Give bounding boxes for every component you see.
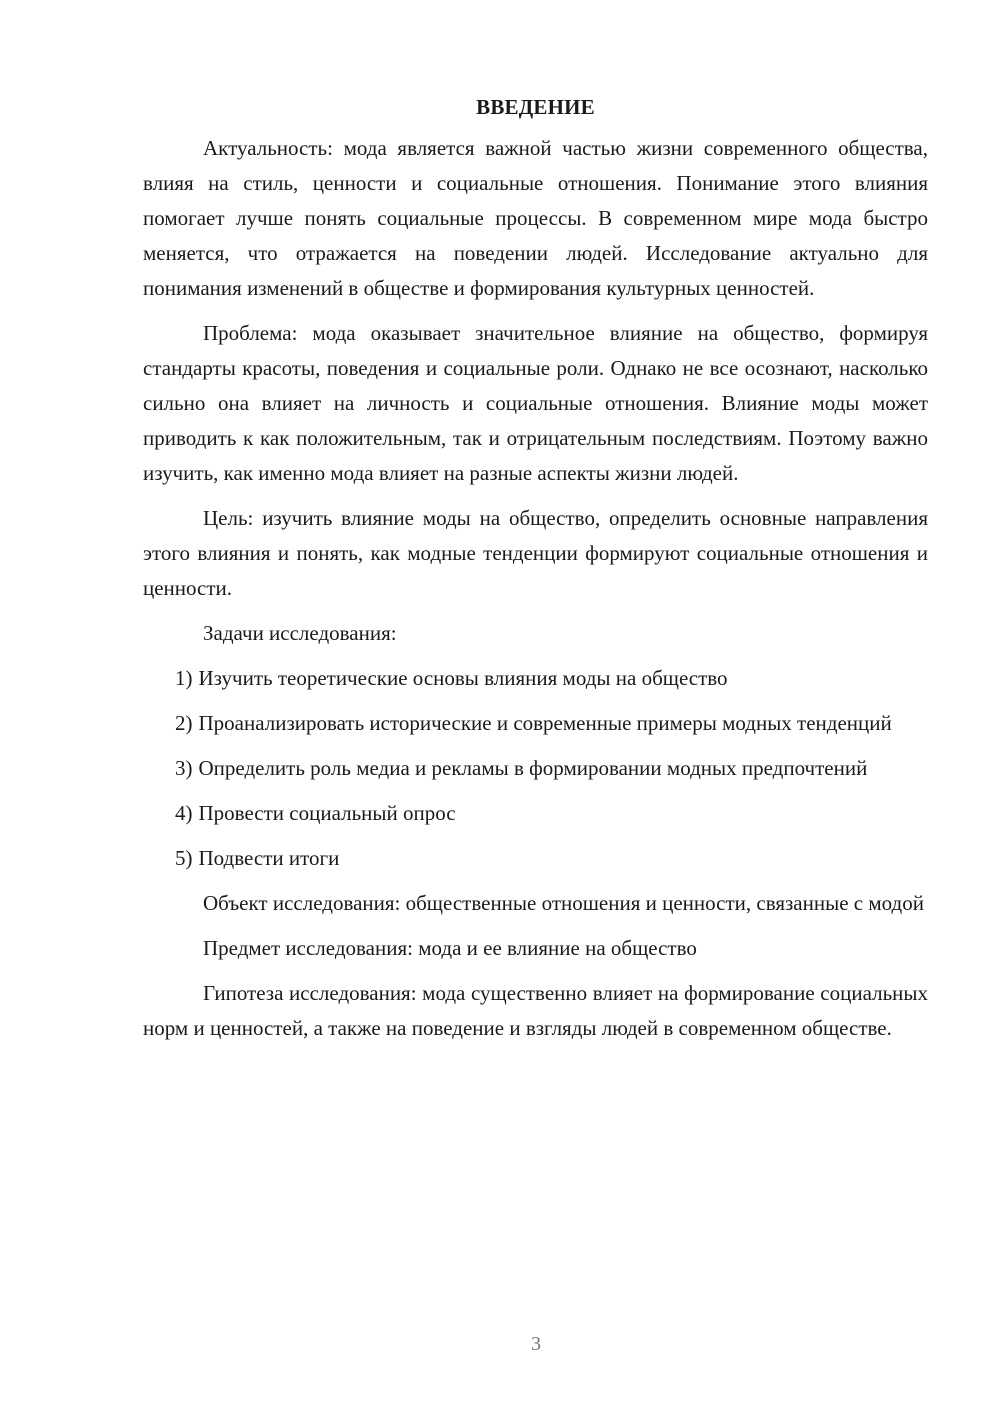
relevance-paragraph: Актуальность: мода является важной частью жизни современного общества, влияя на стиль, ценности и социальные отношения. Понимание этого влияния помогает лучше понять социальные процессы. В современном мире мода быстро меняется, что отражается на поведении людей. Исследование актуально для понимания изменений в обществе и формирования культурных ценностей. bbox=[143, 136, 928, 300]
subject-paragraph: Предмет исследования: мода и ее влияние на общество bbox=[203, 936, 697, 960]
list-item-text: Изучить теоретические основы влияния моды на общество bbox=[198, 666, 728, 690]
list-item-text: Проанализировать исторические и современные примеры модных тенденций bbox=[198, 711, 892, 735]
list-item-number: 1) bbox=[175, 666, 193, 690]
goal-paragraph: Цель: изучить влияние моды на общество, определить основные направления этого влияния и понять, как модные тенденции формируют социальные отношения и ценности. bbox=[143, 506, 928, 600]
list-item bbox=[143, 796, 928, 831]
list-item-number: 4) bbox=[175, 801, 193, 825]
list-item-number: 3) bbox=[175, 756, 193, 780]
list-item-text: Провести социальный опрос bbox=[198, 801, 456, 825]
list-item-text: Определить роль медиа и рекламы в формировании модных предпочтений bbox=[198, 756, 868, 780]
list-item-number: 5) bbox=[175, 846, 193, 870]
list-item bbox=[143, 751, 928, 786]
object-paragraph: Объект исследования: общественные отношения и ценности, связанные с модой bbox=[203, 891, 924, 915]
problem-paragraph: Проблема: мода оказывает значительное влияние на общество, формируя стандарты красоты, поведения и социальные роли. Однако не все осознают, насколько сильно она влияет на личность и социальные отношения. Влияние моды может приводить к как положительным, так и отрицательным последствиям. Поэтому важно изучить, как именно мода влияет на разные аспекты жизни людей. bbox=[143, 321, 928, 485]
list-item-number: 2) bbox=[175, 711, 193, 735]
page-number: 3 bbox=[531, 1333, 541, 1355]
list-item-text: Подвести итоги bbox=[198, 846, 340, 870]
list-item bbox=[143, 661, 928, 696]
list-item bbox=[143, 706, 928, 741]
tasks-list bbox=[143, 661, 928, 876]
tasks-heading: Задачи исследования: bbox=[203, 621, 397, 645]
list-item bbox=[143, 841, 928, 876]
section-heading: ВВЕДЕНИЕ bbox=[476, 95, 595, 119]
document-page bbox=[143, 90, 928, 1046]
hypothesis-paragraph: Гипотеза исследования: мода существенно влияет на формирование социальных норм и ценностей, а также на поведение и взгляды людей в современном обществе. bbox=[143, 981, 928, 1040]
